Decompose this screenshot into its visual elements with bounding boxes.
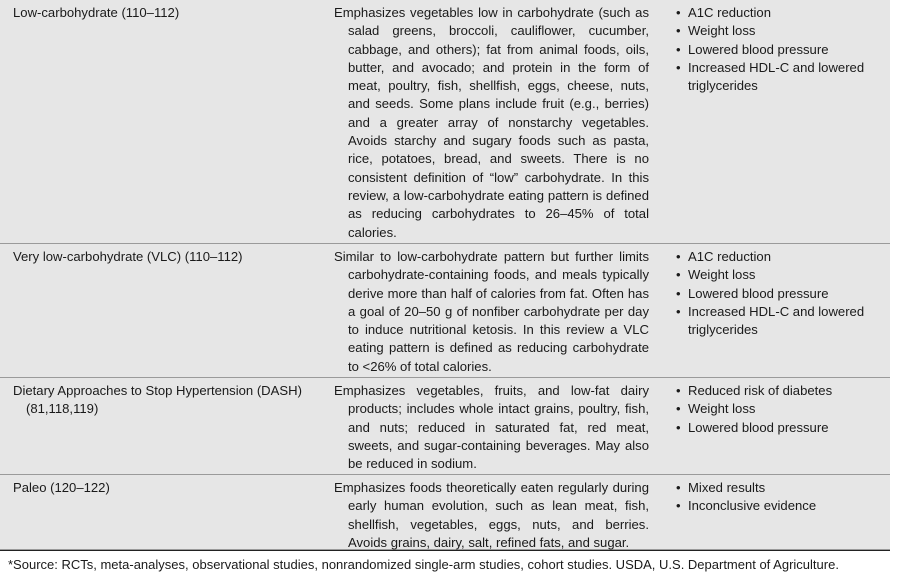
diet-name-cell [13,479,318,497]
table-bottom-rule [0,550,890,551]
diet-name-cell [13,382,318,419]
benefit-item [676,248,886,266]
diet-description-cell [334,382,649,473]
diet-description: Emphasizes vegetables low in carbohydrate (such as salad greens, broccoli, cauliflower, cucumber, cabbage, and others); fat from animal foods, oils, butter, and avocado; and protein in the form of meat, poultry, fish, shellfish, eggs, cheese, nuts, and seeds. Some plans include fruit (e.g., berries) and a greater array of nonstarchy vegetables. Avoids starchy and sugary foods such as pasta, rice, potatoes, bread, and sweets. There is no consistent definition of “low” carbohydrate. In this review, a low-carbohydrate eating pattern is defined as reducing carbohydrates to 26–45% of total calories. [334,5,649,240]
bullet-icon: • [676,5,681,20]
bullet-icon: • [676,419,681,435]
benefit-item [676,303,886,340]
diet-description: Emphasizes foods theoretically eaten regularly during early human evolution, such as lean meat, fish, shellfish, vegetables, eggs, nuts, and berries. Avoids grains, dairy, salt, refined fats, and sugar. [334,480,649,550]
benefit-text: A1C reduction [688,5,771,20]
benefit-item [676,22,886,40]
table-footnote: *Source: RCTs, meta-analyses, observational studies, nonrandomized single-arm studies, cohort studies. USDA, U.S. Department of Agriculture. [8,557,839,572]
diet-benefits-cell [676,248,886,339]
benefit-text: Increased HDL-C and lowered triglycerides [688,303,865,338]
benefits-list [676,248,886,339]
diet-description-cell [334,248,649,376]
benefits-list [676,382,886,437]
benefits-list [676,4,886,95]
diet-description-cell [334,4,649,242]
diet-description: Similar to low-carbohydrate pattern but further limits carbohydrate-containing foods, and meals typically derive more than half of calories from fat. Often has a goal of 20–50 g of nonfiber carbohydrate per day to induce nutritional ketosis. In this review a VLC eating pattern is defined as reducing carbohydrate to <26% of total calories. [334,249,649,374]
table-row [0,244,890,378]
benefit-item [676,4,886,22]
bullet-icon: • [676,267,681,283]
table-row [0,475,890,550]
benefit-item [676,479,886,497]
benefits-list [676,479,886,516]
diet-name: Low-carbohydrate (110–112) [13,5,180,20]
benefit-text: Lowered blood pressure [688,285,829,301]
bullet-icon: • [676,285,681,301]
benefit-item [676,400,886,418]
diet-description-cell [334,479,649,552]
bullet-icon: • [676,480,681,495]
bullet-icon: • [676,401,681,417]
benefit-item [676,497,886,515]
bullet-icon: • [676,249,681,264]
benefit-text: Mixed results [688,480,766,495]
benefit-text: Weight loss [688,401,756,417]
bullet-icon: • [676,59,681,75]
benefit-text: Lowered blood pressure [688,419,829,435]
benefit-item [676,285,886,303]
diet-name: Dietary Approaches to Stop Hypertension (DASH) (81,118,119) [13,383,302,417]
benefit-item [676,382,886,400]
table-row [0,378,890,475]
benefit-text: A1C reduction [688,249,771,264]
diet-description: Emphasizes vegetables, fruits, and low-fat dairy products; includes whole intact grains, poultry, fish, and nuts; reduced in saturated fat, red meat, sweets, and sugar-containing beverages. May also be reduced in sodium. [334,383,649,472]
bullet-icon: • [676,498,681,514]
bullet-icon: • [676,383,681,398]
benefit-item [676,41,886,59]
diet-name-cell [13,248,318,266]
benefit-text: Reduced risk of diabetes [688,383,833,398]
benefit-item [676,266,886,284]
benefit-text: Weight loss [688,267,756,283]
table-row [0,0,890,244]
diet-name: Paleo (120–122) [13,480,110,495]
benefit-text: Lowered blood pressure [688,41,829,57]
benefit-text: Inconclusive evidence [688,498,817,514]
bullet-icon: • [676,41,681,57]
diet-name: Very low-carbohydrate (VLC) (110–112) [13,249,243,264]
benefit-item [676,419,886,437]
bullet-icon: • [676,23,681,39]
benefit-text: Increased HDL-C and lowered triglycerides [688,59,865,94]
benefit-item [676,59,886,96]
diet-benefits-cell [676,479,886,516]
diet-name-cell [13,4,318,22]
bullet-icon: • [676,303,681,319]
diet-benefits-cell [676,4,886,95]
benefit-text: Weight loss [688,23,756,39]
diet-benefits-cell [676,382,886,437]
